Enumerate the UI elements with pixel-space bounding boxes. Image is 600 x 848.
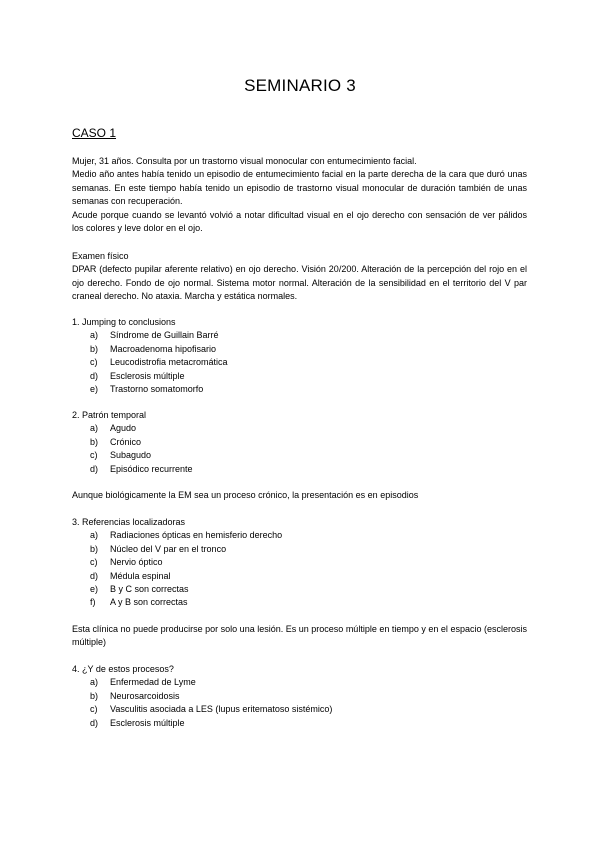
option-text: A y B son correctas	[110, 597, 188, 608]
option-item	[72, 690, 527, 703]
note-after-q3	[72, 623, 527, 650]
option-letter: d)	[90, 370, 99, 381]
question-2	[72, 409, 527, 476]
option-item	[72, 329, 527, 342]
option-item	[72, 343, 527, 356]
case-paragraph: Medio año antes había tenido un episodio de entumecimiento facial en la parte derecha de la cara que duró unas semanas. En este tiempo había tenido un episodio de trastorno visual monocular de duración también de unas semanas con recuperación.	[72, 169, 527, 207]
question-1	[72, 316, 527, 396]
option-letter: a)	[90, 677, 99, 688]
option-item	[72, 383, 527, 396]
question-title: 1. Jumping to conclusions	[72, 317, 176, 327]
option-text: Enfermedad de Lyme	[110, 677, 196, 688]
option-item	[72, 583, 527, 596]
option-text: Macroadenoma hipofisario	[110, 343, 217, 354]
option-letter: b)	[90, 436, 99, 447]
options-list	[72, 329, 527, 396]
note-text: Aunque biológicamente la EM sea un proceso crónico, la presentación es en episodios	[72, 490, 419, 500]
option-letter: a)	[90, 330, 99, 341]
option-item	[72, 717, 527, 730]
option-letter: a)	[90, 423, 99, 434]
physical-exam	[72, 250, 527, 304]
question-title: 2. Patrón temporal	[72, 410, 147, 420]
option-text: Neurosarcoidosis	[110, 690, 180, 701]
option-item	[72, 596, 527, 609]
option-text: Crónico	[110, 436, 142, 447]
case-paragraph: Acude porque cuando se levantó volvió a notar dificultad visual en el ojo derecho con sensación de ver pálidos los colores y leve dolor en el ojo.	[72, 209, 527, 234]
option-letter: d)	[90, 463, 99, 474]
option-text: Esclerosis múltiple	[110, 717, 185, 728]
case-paragraph: Mujer, 31 años. Consulta por un trastorno visual monocular con entumecimiento facial.	[72, 156, 417, 166]
exam-text: DPAR (defecto pupilar aferente relativo) en ojo derecho. Visión 20/200. Alteración de la percepción del rojo en el ojo derecho. Fondo de ojo normal. Sistema motor normal. Alteración de la sensibilidad en el territorio del V par craneal derecho. No ataxia. Marcha y estática normales.	[72, 264, 527, 302]
option-letter: b)	[90, 543, 99, 554]
option-letter: d)	[90, 717, 99, 728]
option-item	[72, 370, 527, 383]
option-item	[72, 703, 527, 716]
option-text: Trastorno somatomorfo	[110, 384, 204, 395]
option-item	[72, 543, 527, 556]
option-text: Agudo	[110, 423, 137, 434]
option-item	[72, 449, 527, 462]
option-item	[72, 422, 527, 435]
option-text: Vasculitis asociada a LES (lupus eritematoso sistémico)	[110, 704, 333, 715]
option-item	[72, 463, 527, 476]
option-letter: b)	[90, 690, 99, 701]
note-after-q2	[72, 489, 527, 502]
question-title: 4. ¿Y de estos procesos?	[72, 664, 174, 674]
option-item	[72, 436, 527, 449]
option-letter: c)	[90, 557, 98, 568]
question-4	[72, 663, 527, 730]
option-letter: f)	[90, 597, 96, 608]
note-text: Esta clínica no puede producirse por solo una lesión. Es un proceso múltiple en tiempo y en el espacio (esclerosis múltiple)	[72, 624, 527, 648]
option-item	[72, 529, 527, 542]
option-letter: c)	[90, 357, 98, 368]
case-description	[72, 155, 527, 235]
option-text: Leucodistrofia metacromática	[110, 357, 228, 368]
option-letter: c)	[90, 450, 98, 461]
option-text: Síndrome de Guillain Barré	[110, 330, 219, 341]
option-item	[72, 676, 527, 689]
option-text: Núcleo del V par en el tronco	[110, 543, 227, 554]
options-list	[72, 422, 527, 476]
options-list	[72, 676, 527, 730]
question-title: 3. Referencias localizadoras	[72, 517, 186, 527]
option-letter: c)	[90, 704, 98, 715]
page-title: SEMINARIO 3	[244, 76, 356, 95]
option-text: Esclerosis múltiple	[110, 370, 185, 381]
option-letter: d)	[90, 570, 99, 581]
options-list	[72, 529, 527, 609]
option-item	[72, 570, 527, 583]
exam-heading: Examen físico	[72, 251, 129, 261]
option-text: B y C son correctas	[110, 584, 189, 595]
option-text: Episódico recurrente	[110, 463, 193, 474]
question-3	[72, 516, 527, 610]
option-text: Subagudo	[110, 450, 152, 461]
option-item	[72, 356, 527, 369]
option-text: Radiaciones ópticas en hemisferio derecho	[110, 530, 283, 541]
option-letter: a)	[90, 530, 99, 541]
option-letter: e)	[90, 384, 99, 395]
option-letter: e)	[90, 584, 99, 595]
option-letter: b)	[90, 343, 99, 354]
case-heading: CASO 1	[72, 126, 117, 140]
option-text: Médula espinal	[110, 570, 171, 581]
option-item	[72, 556, 527, 569]
option-text: Nervio óptico	[110, 557, 163, 568]
